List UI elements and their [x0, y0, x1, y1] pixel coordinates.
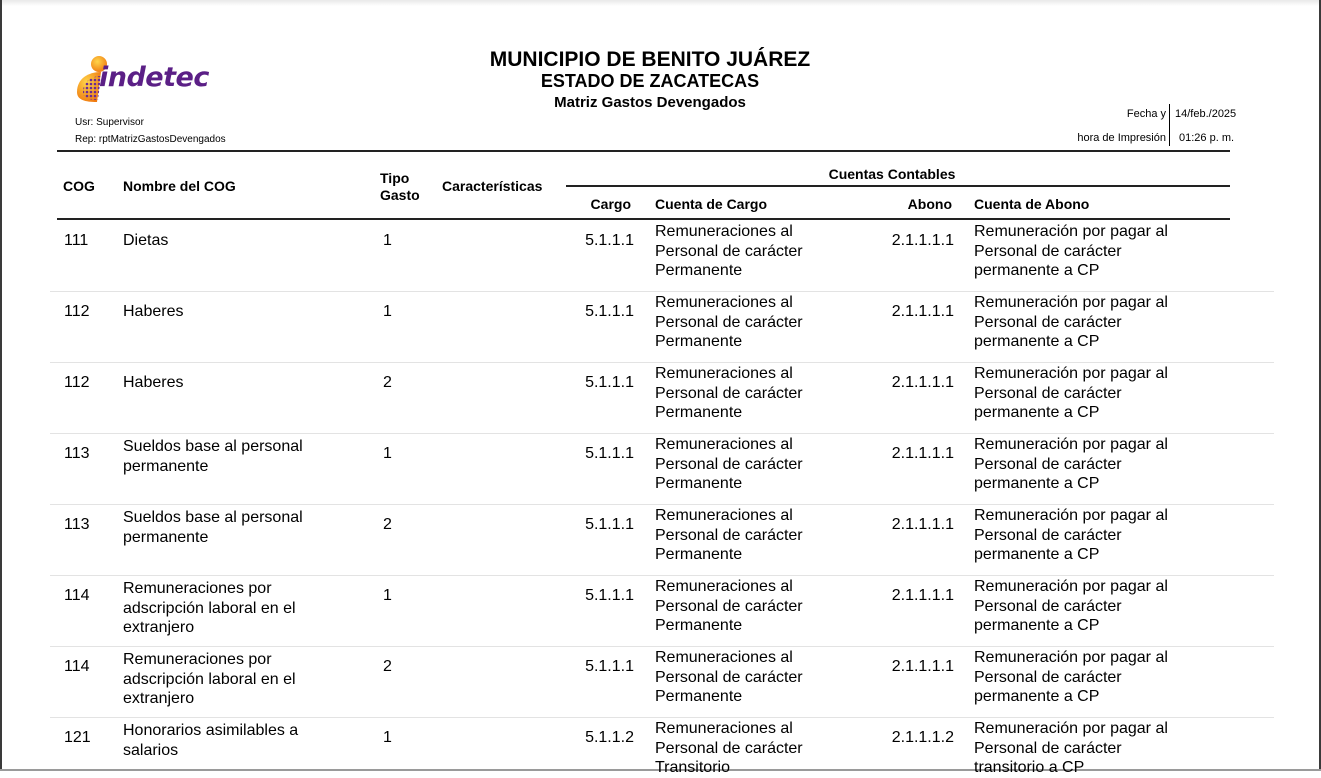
cell-nombre-line: Dietas — [123, 232, 169, 249]
indetec-logo — [73, 54, 238, 106]
cell-cuenta-cargo-line: Remuneraciones al — [655, 578, 793, 595]
cell-cuenta-abono-line: permanente a CP — [974, 688, 1100, 705]
cell-cog: 112 — [64, 374, 90, 391]
cell-cuenta-cargo-line: Personal de carácter — [655, 455, 803, 473]
cell-cuenta-cargo-line: Permanente — [655, 546, 743, 563]
cell-cuenta-abono-line: Personal de carácter — [974, 455, 1122, 473]
report-title: MUNICIPIO DE BENITO JUÁREZ — [489, 48, 811, 71]
cell-cog: 121 — [64, 729, 91, 746]
cell-cuenta-abono-line: permanente a CP — [974, 546, 1100, 563]
cell-cargo: 5.1.1.1 — [585, 587, 634, 604]
cell-nombre-line: adscripción laboral en el — [123, 670, 296, 688]
cell-cuenta-cargo-line: Personal de carácter — [655, 668, 803, 686]
cell-cuenta-abono-line: Personal de carácter — [974, 526, 1122, 544]
cell-cuenta-cargo-line: Permanente — [655, 475, 743, 492]
cell-cuenta-abono-line: permanente a CP — [974, 475, 1100, 492]
cell-cuenta-cargo-line: Permanente — [655, 404, 743, 421]
cell-cuenta-abono-line: Remuneración por pagar al — [974, 507, 1168, 524]
cell-abono: 2.1.1.1.1 — [891, 516, 954, 533]
col-group-cuentas-contables: Cuentas Contables — [828, 166, 956, 182]
report-id-label: Rep: rptMatrizGastosDevengados — [75, 134, 226, 145]
cell-nombre-line: adscripción laboral en el — [123, 599, 296, 617]
cell-cuenta-abono-line: Remuneración por pagar al — [974, 578, 1168, 595]
row-divider — [50, 717, 1274, 718]
cell-cuenta-abono-line: Personal de carácter — [974, 739, 1122, 757]
cell-nombre-line: extranjero — [123, 690, 195, 707]
cell-cuenta-cargo-line: Remuneraciones al — [655, 507, 793, 524]
cell-cuenta-cargo-line: Permanente — [655, 688, 743, 705]
print-date-label: Fecha y — [1126, 108, 1166, 120]
row-divider — [50, 362, 1274, 363]
cell-cuenta-abono-line: Personal de carácter — [974, 242, 1122, 260]
cell-cuenta-cargo-line: Remuneraciones al — [655, 720, 793, 737]
col-header-cargo: Cargo — [590, 196, 631, 212]
col-header-cuenta-cargo: Cuenta de Cargo — [655, 196, 768, 212]
cell-tipo: 1 — [383, 303, 392, 320]
cell-cuenta-abono-line: Personal de carácter — [974, 597, 1122, 615]
cell-cog: 112 — [64, 303, 90, 320]
cell-cuenta-abono-line: permanente a CP — [974, 404, 1100, 421]
cell-cog: 113 — [64, 445, 90, 462]
cell-tipo: 2 — [383, 374, 392, 391]
cell-cargo: 5.1.1.2 — [585, 729, 634, 746]
header-rule-top — [57, 150, 1230, 152]
header-rule-bottom — [57, 218, 1230, 220]
row-divider — [50, 504, 1274, 505]
cell-nombre-line: permanente — [123, 457, 209, 475]
report-subtitle: ESTADO DE ZACATECAS — [540, 71, 760, 91]
cell-cog: 114 — [64, 587, 90, 604]
col-header-tipo-line2: Gasto — [380, 187, 420, 203]
cell-tipo: 1 — [383, 232, 392, 249]
cell-cuenta-abono-line: Remuneración por pagar al — [974, 365, 1168, 382]
user-label: Usr: Supervisor — [75, 117, 144, 128]
cell-nombre-line: Honorarios asimilables a — [123, 722, 299, 739]
print-date: 14/feb./2025 — [1175, 108, 1237, 120]
cell-abono: 2.1.1.1.2 — [891, 729, 954, 746]
cell-cog: 111 — [64, 232, 89, 249]
cell-nombre-line: salarios — [123, 741, 179, 759]
cell-cargo: 5.1.1.1 — [585, 445, 634, 462]
page-border-left — [0, 0, 2, 771]
cell-cuenta-cargo-line: Transitorio — [655, 759, 730, 776]
cell-cargo: 5.1.1.1 — [585, 303, 634, 320]
cell-cuenta-cargo-line: Remuneraciones al — [655, 365, 793, 382]
col-header-tipo-line1: Tipo — [380, 170, 410, 186]
cell-cuenta-cargo-line: Personal de carácter — [655, 384, 803, 402]
col-header-abono: Abono — [907, 196, 952, 212]
col-header-cog: COG — [63, 178, 95, 194]
cell-nombre-line: Sueldos base al personal — [123, 438, 303, 455]
cell-nombre-line: Remuneraciones por — [123, 580, 272, 597]
print-info-divider — [1169, 104, 1170, 146]
cell-cuenta-abono-line: Personal de carácter — [974, 384, 1122, 402]
cell-cuenta-cargo-line: Permanente — [655, 262, 743, 279]
col-header-caracteristicas: Características — [442, 178, 543, 194]
cell-cuenta-abono-line: Remuneración por pagar al — [974, 294, 1168, 311]
cell-abono: 2.1.1.1.1 — [891, 445, 954, 462]
cell-tipo: 1 — [383, 729, 392, 746]
cell-nombre-line: permanente — [123, 528, 209, 546]
cell-cuenta-abono-line: Personal de carácter — [974, 313, 1122, 331]
cell-cuenta-cargo-line: Personal de carácter — [655, 313, 803, 331]
cell-cargo: 5.1.1.1 — [585, 374, 634, 391]
cell-cuenta-abono-line: Remuneración por pagar al — [974, 223, 1168, 240]
cell-cuenta-abono-line: Remuneración por pagar al — [974, 649, 1168, 666]
report-name: Matriz Gastos Devengados — [554, 94, 746, 111]
cell-tipo: 2 — [383, 658, 392, 675]
cell-cargo: 5.1.1.1 — [585, 658, 634, 675]
cell-cargo: 5.1.1.1 — [585, 232, 634, 249]
page-top-shadow — [0, 0, 1321, 6]
cell-cuenta-abono-line: Remuneración por pagar al — [974, 436, 1168, 453]
cell-cuenta-cargo-line: Remuneraciones al — [655, 649, 793, 666]
cell-cuenta-abono-line: permanente a CP — [974, 617, 1100, 634]
row-divider — [50, 575, 1274, 576]
cell-cuenta-abono-line: permanente a CP — [974, 262, 1100, 279]
col-header-cuenta-abono: Cuenta de Abono — [974, 196, 1090, 212]
cell-cargo: 5.1.1.1 — [585, 516, 634, 533]
print-time-label: hora de Impresión — [1077, 132, 1166, 144]
row-divider — [50, 433, 1274, 434]
cell-nombre-line: Haberes — [123, 374, 184, 391]
cell-nombre-line: Remuneraciones por — [123, 651, 272, 668]
cell-cog: 114 — [64, 658, 90, 675]
cell-cuenta-cargo-line: Permanente — [655, 617, 743, 634]
cell-nombre-line: extranjero — [123, 619, 195, 636]
cell-cuenta-cargo-line: Personal de carácter — [655, 526, 803, 544]
cell-nombre-line: Sueldos base al personal — [123, 509, 303, 526]
cell-tipo: 1 — [383, 445, 392, 462]
cell-cuenta-cargo-line: Personal de carácter — [655, 242, 803, 260]
row-divider — [50, 291, 1274, 292]
cell-cog: 113 — [64, 516, 90, 533]
cell-cuenta-cargo-line: Personal de carácter — [655, 597, 803, 615]
cell-nombre-line: Haberes — [123, 303, 184, 320]
cell-cuenta-cargo-line: Remuneraciones al — [655, 436, 793, 453]
cell-abono: 2.1.1.1.1 — [891, 374, 954, 391]
cell-cuenta-cargo-line: Personal de carácter — [655, 739, 803, 757]
cell-tipo: 2 — [383, 516, 392, 533]
cell-abono: 2.1.1.1.1 — [891, 232, 954, 249]
cuentas-contables-rule — [566, 185, 1230, 187]
cell-abono: 2.1.1.1.1 — [891, 303, 954, 320]
cell-cuenta-abono-line: transitorio a CP — [974, 759, 1085, 776]
logo-wordmark: indetec — [99, 62, 209, 93]
cell-tipo: 1 — [383, 587, 392, 604]
cell-abono: 2.1.1.1.1 — [891, 587, 954, 604]
cell-cuenta-abono-line: Personal de carácter — [974, 668, 1122, 686]
cell-abono: 2.1.1.1.1 — [891, 658, 954, 675]
cell-cuenta-cargo-line: Permanente — [655, 333, 743, 350]
cell-cuenta-abono-line: Remuneración por pagar al — [974, 720, 1168, 737]
cell-cuenta-abono-line: permanente a CP — [974, 333, 1100, 350]
row-divider — [50, 646, 1274, 647]
cell-cuenta-cargo-line: Remuneraciones al — [655, 223, 793, 240]
cell-cuenta-cargo-line: Remuneraciones al — [655, 294, 793, 311]
print-time: 01:26 p. m. — [1179, 132, 1235, 144]
col-header-nombre: Nombre del COG — [123, 178, 236, 194]
